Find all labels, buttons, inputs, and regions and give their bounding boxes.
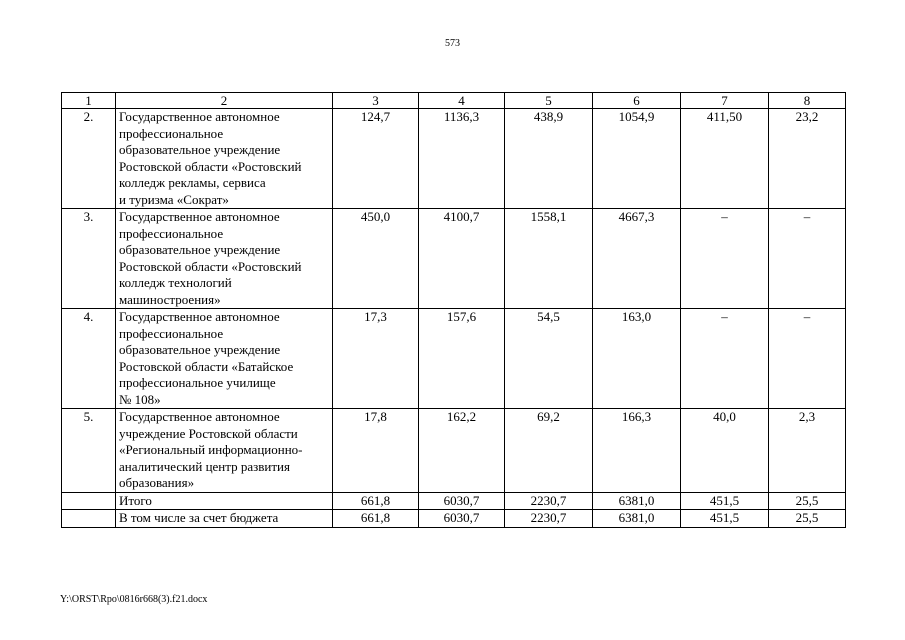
header-cell: 3 — [333, 93, 419, 109]
table-row — [62, 109, 846, 209]
institution-name — [116, 409, 333, 493]
total-label: В том числе за счет бюджета — [116, 510, 333, 528]
value-cell: 163,0 — [593, 309, 681, 409]
name-line: профессиональное — [119, 225, 224, 241]
value-cell: – — [681, 309, 769, 409]
institution-name — [116, 309, 333, 409]
name-line: образовательное учреждение — [119, 342, 281, 357]
value-cell: 6030,7 — [419, 492, 505, 510]
institution-name — [116, 209, 333, 309]
value-cell: 1136,3 — [419, 109, 505, 209]
name-line: Государственное автономное — [119, 109, 280, 124]
header-cell: 4 — [419, 93, 505, 109]
value-cell: 17,8 — [333, 409, 419, 493]
value-cell: 1054,9 — [593, 109, 681, 209]
value-cell: 6030,7 — [419, 510, 505, 528]
value-cell: – — [681, 209, 769, 309]
name-line: колледж технологий — [119, 275, 232, 290]
row-number: 3. — [62, 209, 116, 309]
value-cell: 450,0 — [333, 209, 419, 309]
name-line: профессиональное — [119, 325, 224, 341]
name-line: № 108» — [119, 391, 161, 407]
name-line: Ростовской области «Ростовский — [119, 258, 302, 274]
document-file-path: Y:\ORST\Rpo\0816r668(3).f21.docx — [60, 594, 208, 605]
name-line: аналитический центр развития — [119, 458, 290, 474]
name-line: Ростовской области «Ростовский — [119, 158, 302, 174]
name-line: «Региональный информационно- — [119, 442, 303, 457]
name-line: колледж рекламы, сервиса — [119, 175, 266, 190]
value-cell: 438,9 — [505, 109, 593, 209]
header-cell: 6 — [593, 93, 681, 109]
name-line: профессиональное — [119, 125, 224, 141]
value-cell: 25,5 — [769, 492, 846, 510]
value-cell: 451,5 — [681, 510, 769, 528]
header-cell: 7 — [681, 93, 769, 109]
value-cell: 25,5 — [769, 510, 846, 528]
name-line: Государственное автономное — [119, 409, 280, 424]
value-cell: 40,0 — [681, 409, 769, 493]
table-row — [62, 209, 846, 309]
name-line: и туризма «Сократ» — [119, 191, 229, 207]
name-line: Государственное автономное — [119, 209, 280, 224]
table-row — [62, 409, 846, 493]
row-number: 4. — [62, 309, 116, 409]
value-cell: – — [769, 309, 846, 409]
total-label: Итого — [116, 492, 333, 510]
total-row — [62, 492, 846, 510]
value-cell: 661,8 — [333, 492, 419, 510]
row-number — [62, 510, 116, 528]
name-line: образовательное учреждение — [119, 142, 281, 157]
value-cell: 4100,7 — [419, 209, 505, 309]
value-cell: 162,2 — [419, 409, 505, 493]
value-cell: 1558,1 — [505, 209, 593, 309]
header-cell: 8 — [769, 93, 846, 109]
value-cell: 411,50 — [681, 109, 769, 209]
row-number: 5. — [62, 409, 116, 493]
value-cell: 4667,3 — [593, 209, 681, 309]
name-line: Государственное автономное — [119, 309, 280, 324]
budget-row — [62, 510, 846, 528]
value-cell: 2,3 — [769, 409, 846, 493]
value-cell: 124,7 — [333, 109, 419, 209]
value-cell: 2230,7 — [505, 510, 593, 528]
row-number — [62, 492, 116, 510]
name-line: образовательное учреждение — [119, 242, 281, 257]
table-row — [62, 309, 846, 409]
name-line: Ростовской области «Батайское — [119, 358, 294, 374]
value-cell: 451,5 — [681, 492, 769, 510]
value-cell: 166,3 — [593, 409, 681, 493]
row-number: 2. — [62, 109, 116, 209]
value-cell: – — [769, 209, 846, 309]
institution-name — [116, 109, 333, 209]
page-number: 573 — [445, 38, 460, 49]
name-line: профессиональное училище — [119, 375, 276, 390]
value-cell: 661,8 — [333, 510, 419, 528]
value-cell: 23,2 — [769, 109, 846, 209]
value-cell: 157,6 — [419, 309, 505, 409]
header-cell: 5 — [505, 93, 593, 109]
value-cell: 69,2 — [505, 409, 593, 493]
header-cell: 2 — [116, 93, 333, 109]
name-line: учреждение Ростовской области — [119, 425, 298, 441]
value-cell: 54,5 — [505, 309, 593, 409]
data-table — [61, 92, 846, 528]
name-line: машиностроения» — [119, 291, 221, 307]
value-cell: 2230,7 — [505, 492, 593, 510]
value-cell: 6381,0 — [593, 510, 681, 528]
value-cell: 17,3 — [333, 309, 419, 409]
name-line: образования» — [119, 475, 195, 490]
header-row — [62, 93, 846, 109]
header-cell: 1 — [62, 93, 116, 109]
value-cell: 6381,0 — [593, 492, 681, 510]
